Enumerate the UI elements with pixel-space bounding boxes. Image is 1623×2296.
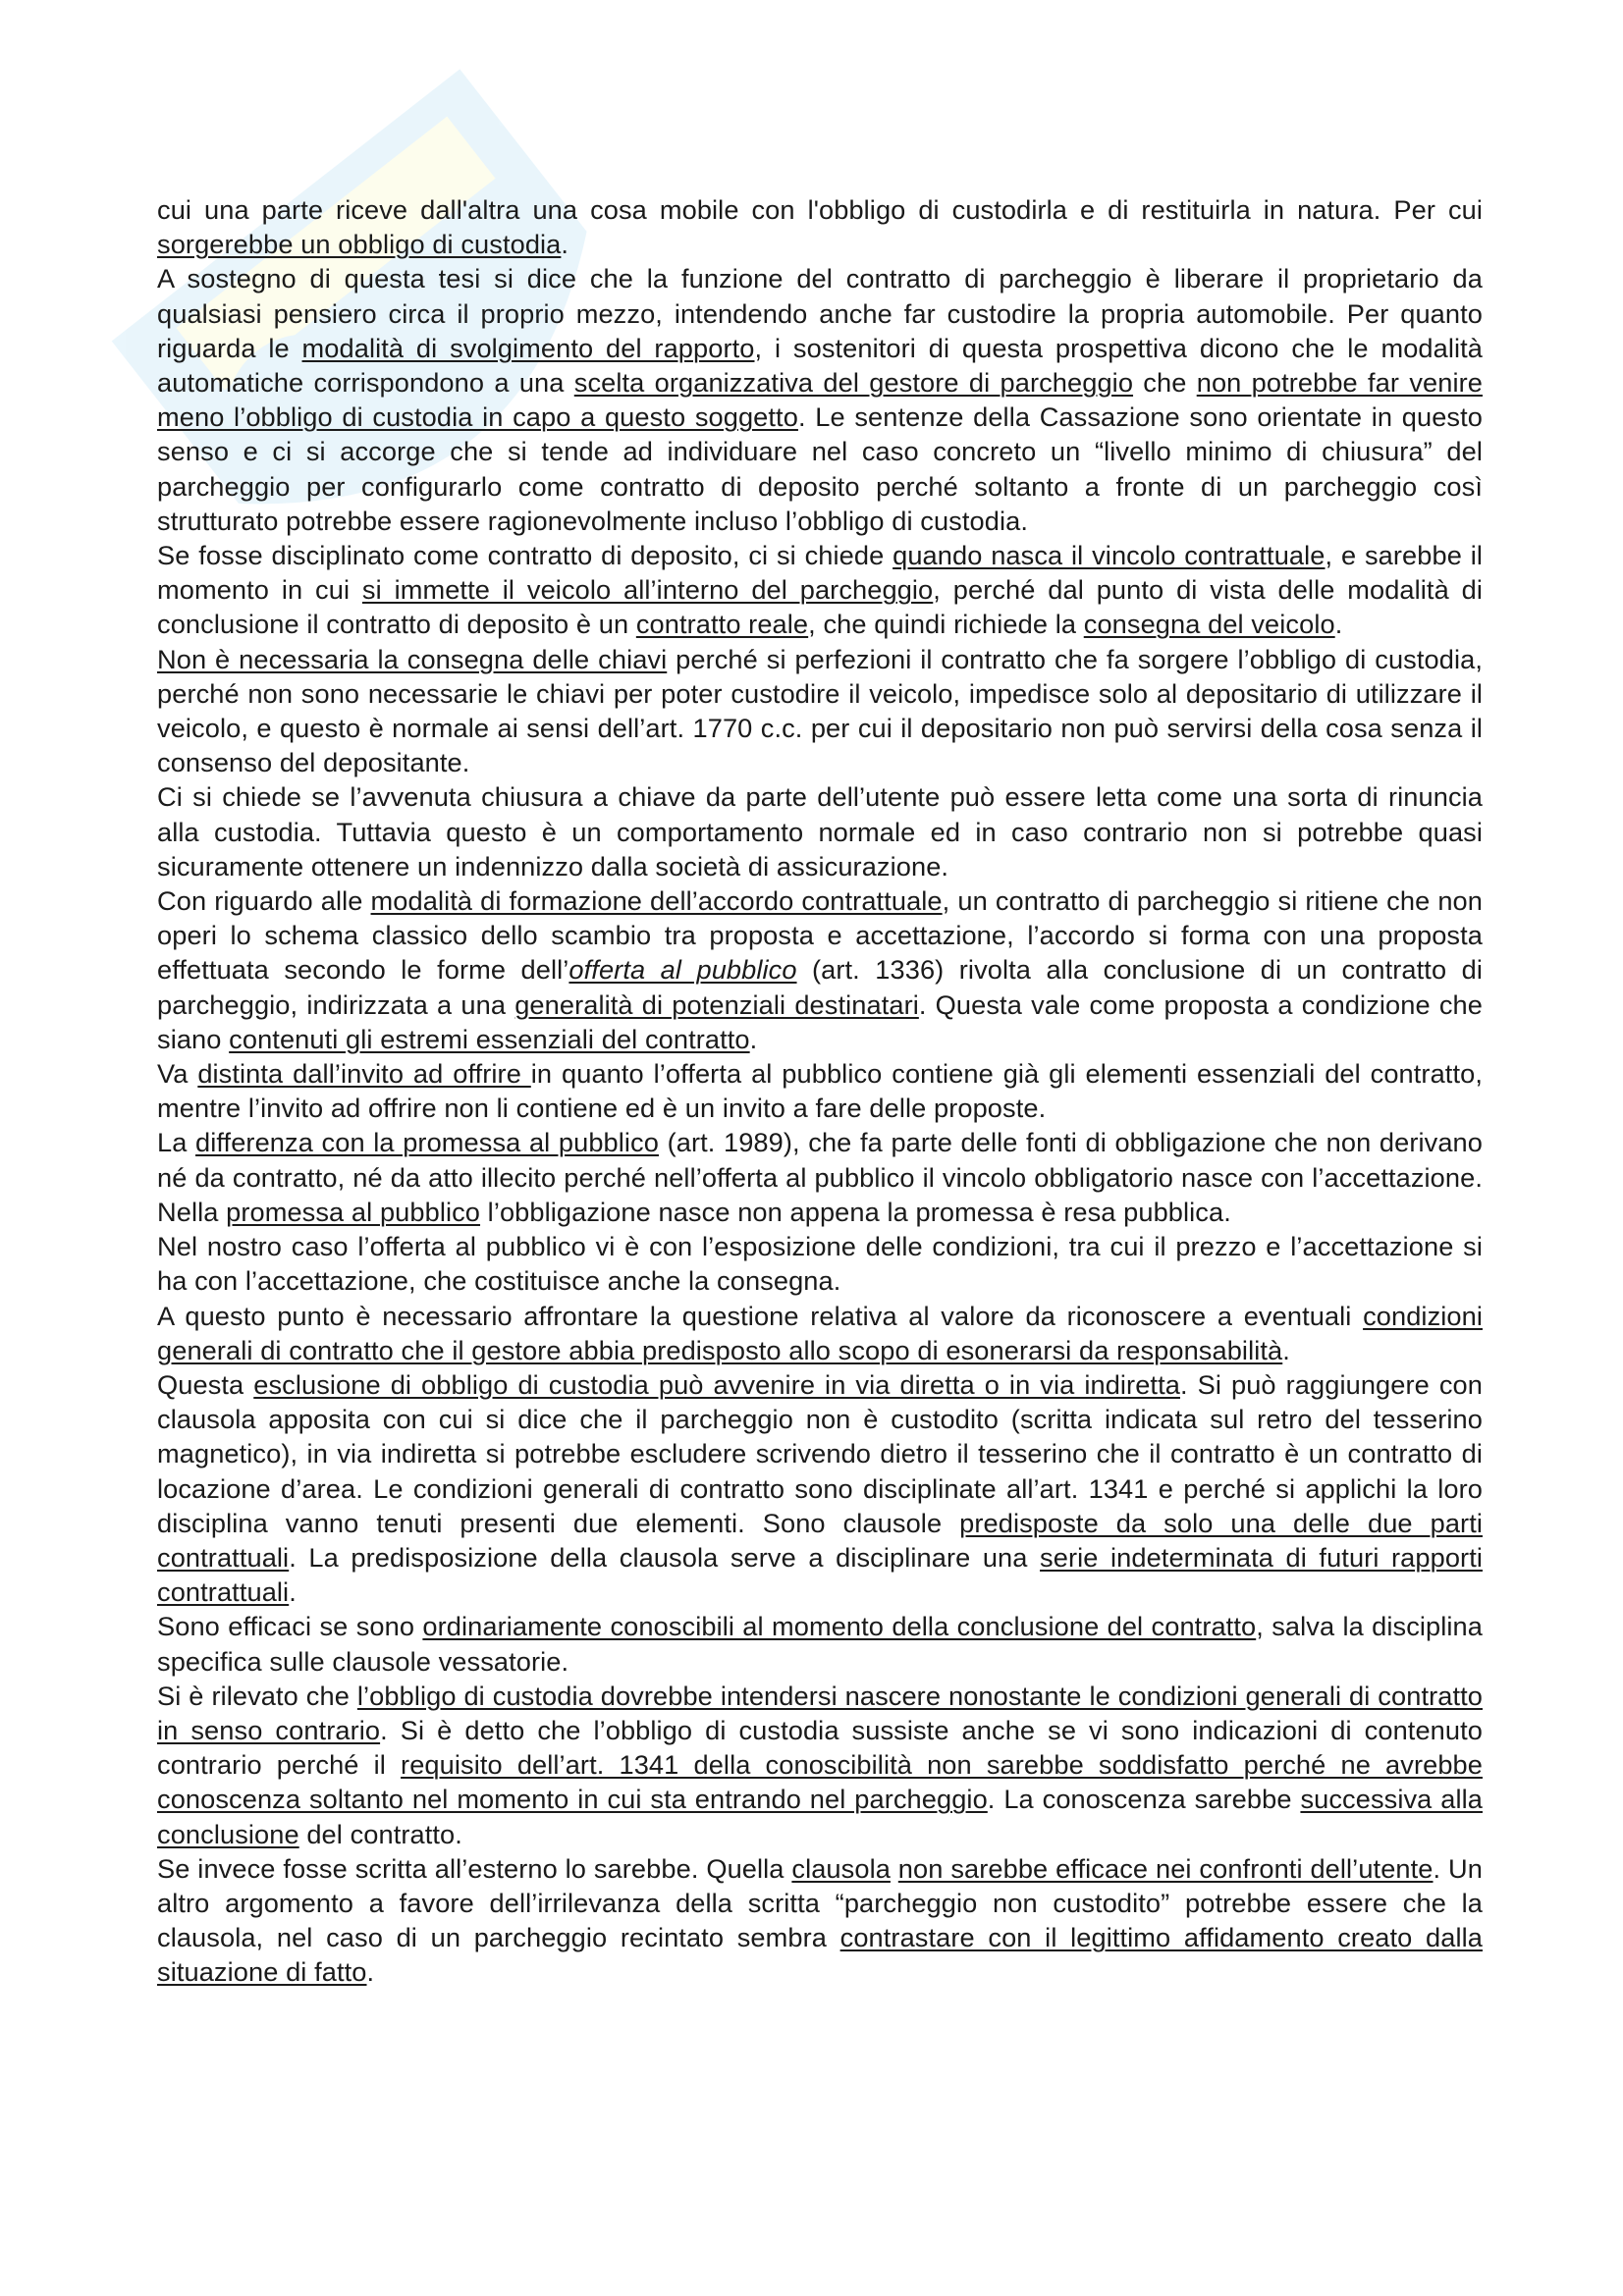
text-run: . Si può raggiungere con clausola apposita con cui si dice che il parcheggio non è custodito (scritta indicata sul retro del tesserino magnetico), in via indiretta si potrebbe escludere scrivendo dietro il tesserino che il contratto è un contratto di locazione d’area. Le condizioni generali di contratto sono disciplinate all’art. 1341 e perché si applichi la loro disciplina vanno tenuti presenti due elementi. Sono clausole	[157, 1368, 1483, 1538]
underlined-text: promessa al pubblico	[226, 1196, 481, 1227]
paragraph	[157, 538, 1483, 642]
paragraph	[157, 1056, 1483, 1125]
text-run: , e sarebbe il momento in cui	[157, 540, 1483, 606]
text-run	[891, 1853, 898, 1884]
text-run: .	[561, 229, 569, 260]
underlined-text: distinta dall’invito ad offrire	[197, 1058, 531, 1090]
underlined-text: contenuti gli estremi essenziali del contratto	[229, 1023, 750, 1054]
text-run: .	[366, 1956, 375, 1988]
underlined-text: esclusione di obbligo di custodia può avvenire in via diretta o in via indiretta	[253, 1368, 1180, 1400]
text-run: .	[1334, 609, 1343, 640]
underlined-text: Non è necessaria la consegna delle chiavi	[157, 643, 668, 674]
text-run: , salva la disciplina specifica sulle clausole vessatorie.	[157, 1611, 1484, 1677]
paragraph	[157, 779, 1483, 883]
underlined-text: ordinariamente conoscibili al momento della conclusione del contratto	[422, 1611, 1257, 1642]
underlined-italic-text: offerta al pubblico	[568, 954, 797, 986]
underlined-text: predisposte da solo una delle due parti contrattuali	[157, 1507, 1483, 1573]
underlined-text: successiva alla conclusione	[157, 1784, 1483, 1849]
paragraph	[157, 192, 1483, 261]
text-run: Se invece fosse scritta all’esterno lo sarebbe. Quella	[157, 1852, 792, 1884]
paragraph	[157, 1851, 1483, 1990]
text-run: , un contratto di parcheggio si ritiene che non operi lo schema classico dello scambio tra proposta e accettazione, l’accordo si forma con una proposta effettuata secondo le forme dell’	[157, 885, 1483, 986]
text-run: Con riguardo alle	[157, 885, 371, 917]
underlined-text: condizioni generali di contratto che il gestore abbia predisposto allo scopo di esonerarsi da responsabilità	[157, 1300, 1483, 1365]
text-run: . La conoscenza sarebbe	[987, 1784, 1301, 1815]
text-run: .	[1282, 1334, 1290, 1365]
text-run: in quanto l’offerta al pubblico contiene già gli elementi essenziali del contratto, mentre l’invito ad offrire non li contiene ed è un invito a fare delle proposte.	[157, 1058, 1483, 1124]
text-run: .	[289, 1576, 297, 1608]
underlined-text: clausola	[791, 1852, 891, 1884]
text-run: . Questa vale come proposta a condizione che siano	[157, 988, 1483, 1054]
text-run: . Si è detto che l’obbligo di custodia sussiste anche se vi sono indicazioni di contenuto contrario perché il	[157, 1714, 1483, 1781]
text-run: A questo punto è necessario affrontare la questione relativa al valore da riconoscere a eventuali	[157, 1300, 1364, 1331]
underlined-text: contratto reale	[635, 609, 809, 640]
text-run: , che quindi richiede la	[808, 609, 1084, 640]
text-run: . La predisposizione della clausola serve a disciplinare una	[289, 1541, 1041, 1573]
paragraph	[157, 883, 1483, 1056]
text-run: . Le sentenze della Cassazione sono orientate in questo senso e ci si accorge che si tende ad individuare nel caso concreto un “livello minimo di chiusura” del parcheggio per configurarlo come contratto di deposito perché soltanto a fronte di un parcheggio così strutturato potrebbe essere ragionevolmente incluso l’obbligo di custodia.	[157, 401, 1483, 536]
text-run: , i sostenitori di questa prospettiva dicono che le modalità automatiche corrispondono a una	[157, 332, 1484, 399]
underlined-text: sorgerebbe un obbligo di custodia	[157, 229, 562, 260]
underlined-text: non sarebbe efficace nei confronti dell’utente	[897, 1852, 1434, 1884]
text-run: del contratto.	[298, 1818, 462, 1849]
text-run: (art. 1989), che fa parte delle fonti di obbligazione che non derivano né da contratto, né da atto illecito perché nell’offerta al pubblico il vincolo obbligatorio nasce con l’accettazione. Nella	[157, 1127, 1483, 1227]
underlined-text: serie indeterminata di futuri rapporti contrattuali	[157, 1541, 1483, 1608]
paragraph	[157, 1299, 1483, 1367]
underlined-text: modalità di svolgimento del rapporto	[301, 332, 755, 363]
underlined-text: consegna del veicolo	[1083, 609, 1335, 640]
underlined-text: scelta organizzativa del gestore di parcheggio	[573, 367, 1134, 399]
text-run: .	[749, 1023, 758, 1054]
paragraph	[157, 1125, 1483, 1229]
text-run: Va	[157, 1058, 198, 1090]
underlined-text: non potrebbe far venire meno l’obbligo di custodia in capo a questo soggetto	[157, 367, 1483, 433]
text-run: , perché dal punto di vista delle modalità di conclusione il contratto di deposito è un	[157, 574, 1483, 640]
text-run: Se fosse disciplinato come contratto di deposito, ci si chiede	[157, 540, 893, 571]
underlined-text: generalità di potenziali destinatari	[514, 988, 919, 1020]
underlined-text: modalità di formazione dell’accordo contrattuale	[370, 885, 943, 917]
text-run: perché si perfezioni il contratto che fa sorgere l’obbligo di custodia, perché non sono necessarie le chiavi per poter custodire il veicolo, impedisce solo al depositario di utilizzare il veicolo, e questo è normale ai sensi dell’art. 1770 c.c. per cui il depositario non può servirsi della cosa senza il consenso del depositante.	[157, 643, 1483, 778]
underlined-text: contrastare con il legittimo affidamento creato dalla situazione di fatto	[157, 1922, 1483, 1988]
text-run: . Un altro argomento a favore dell’irrilevanza della scritta “parcheggio non custodito” potrebbe essere che la clausola, nel caso di un parcheggio recintato sembra	[157, 1852, 1483, 1953]
text-run: l’obbligazione nasce non appena la promessa è resa pubblica.	[480, 1196, 1231, 1227]
text-run: (art. 1336) rivolta alla conclusione di un contratto di parcheggio, indirizzata a una	[157, 954, 1483, 1020]
paragraph	[157, 1609, 1483, 1678]
underlined-text: l’obbligo di custodia dovrebbe intendersi nascere nonostante le condizioni generali di contratto in senso contrario	[157, 1680, 1483, 1745]
text-run: A sostegno di questa tesi si dice che la funzione del contratto di parcheggio è liberare il proprietario da qualsiasi pensiero circa il proprio mezzo, intendendo anche far custodire la propria automobile. Per quanto riguarda le	[157, 263, 1483, 363]
underlined-text: si immette il veicolo all’interno del parcheggio	[361, 574, 934, 606]
underlined-text: differenza con la promessa al pubblico	[195, 1127, 659, 1158]
paragraph	[157, 642, 1483, 780]
paragraph	[157, 1367, 1483, 1609]
text-run: Ci si chiede se l’avvenuta chiusura a chiave da parte dell’utente può essere letta come una sorta di rinuncia alla custodia. Tuttavia questo è un comportamento normale ed in caso contrario non si potrebbe quasi sicuramente ottenere un indennizzo dalla società di assicurazione.	[157, 781, 1483, 881]
text-run: cui una parte riceve dall'altra una cosa mobile con l'obbligo di custodirla e di restituirla in natura. Per cui	[157, 194, 1483, 225]
document-body	[157, 192, 1483, 1990]
text-run: Questa	[157, 1368, 254, 1400]
paragraph	[157, 261, 1483, 538]
paragraph	[157, 1679, 1483, 1851]
text-run: che	[1133, 367, 1197, 399]
text-run: Si è rilevato che	[157, 1680, 357, 1711]
text-run: Sono efficaci se sono	[157, 1611, 423, 1642]
text-run: Nel nostro caso l’offerta al pubblico vi è con l’esposizione delle condizioni, tra cui il prezzo e l’accettazione si ha con l’accettazione, che costituisce anche la consegna.	[157, 1231, 1483, 1297]
paragraph	[157, 1229, 1483, 1298]
text-run: La	[157, 1127, 196, 1158]
underlined-text: requisito dell’art. 1341 della conoscibilità non sarebbe soddisfatto perché ne avrebbe conoscenza soltanto nel momento in cui sta entrando nel parcheggio	[157, 1749, 1483, 1815]
underlined-text: quando nasca il vincolo contrattuale	[893, 540, 1325, 571]
